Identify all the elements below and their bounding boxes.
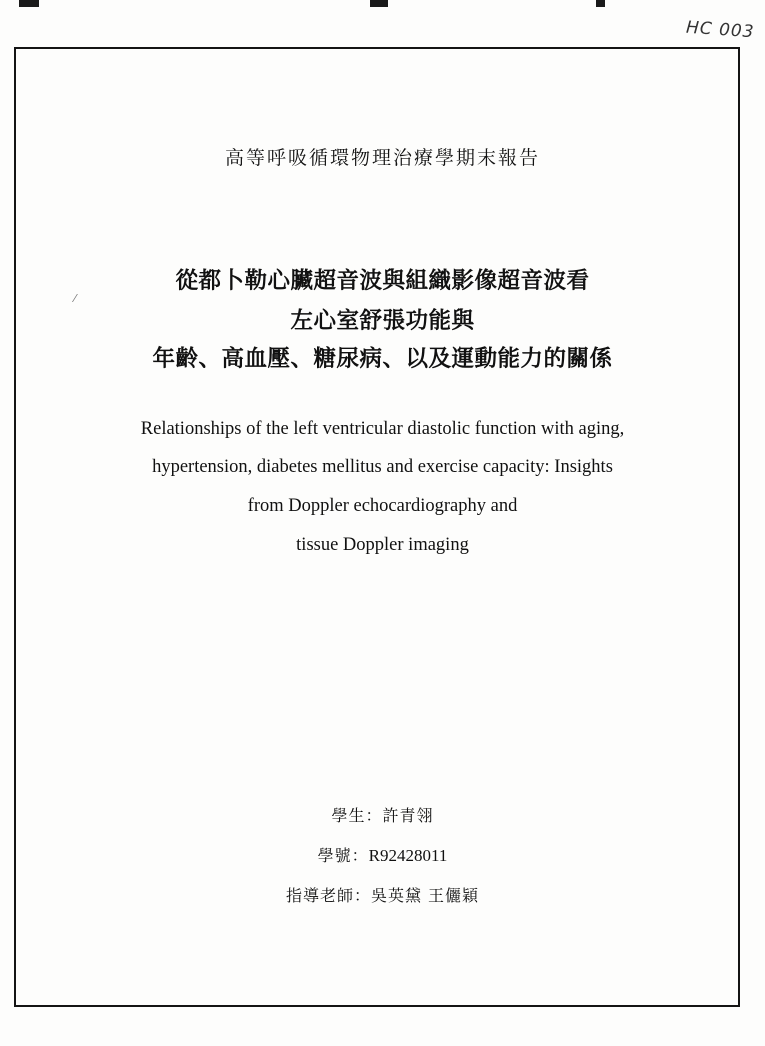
chinese-title-line-3: 年齡、高血壓、糖尿病、以及運動能力的關係 [152, 346, 613, 372]
chinese-title-line-1: 從都卜勒心臟超音波與組織影像超音波看 [175, 268, 590, 294]
scan-mark-right [596, 0, 605, 7]
student-line [0, 808, 765, 824]
margin-pencil-mark: ⁄ [74, 292, 76, 305]
scan-mark-middle [370, 0, 388, 7]
english-title-line-2: hypertension, diabetes mellitus and exercise capacity: Insights [152, 457, 613, 477]
advisor-line [0, 888, 765, 904]
student-id-line [0, 847, 765, 864]
english-title-line-3: from Doppler echocardiography and [247, 496, 518, 516]
student-name: 許青翎 [382, 806, 434, 825]
handwritten-document-code: HC 003 [685, 17, 756, 43]
english-title-line-1: Relationships of the left ventricular diastolic function with aging, [140, 419, 625, 439]
student-id-value: R92428011 [368, 846, 448, 865]
advisor-label: 指導老師： [285, 886, 371, 905]
scan-mark-left [19, 0, 39, 7]
student-label: 學生： [331, 806, 383, 825]
english-title-line-4: tissue Doppler imaging [296, 535, 469, 555]
advisor-names: 吳英黛 王儷穎 [370, 886, 480, 905]
course-title: 高等呼吸循環物理治療學期末報告 [224, 147, 540, 169]
student-id-label: 學號： [317, 846, 369, 865]
chinese-title-line-2: 左心室舒張功能與 [290, 308, 475, 334]
